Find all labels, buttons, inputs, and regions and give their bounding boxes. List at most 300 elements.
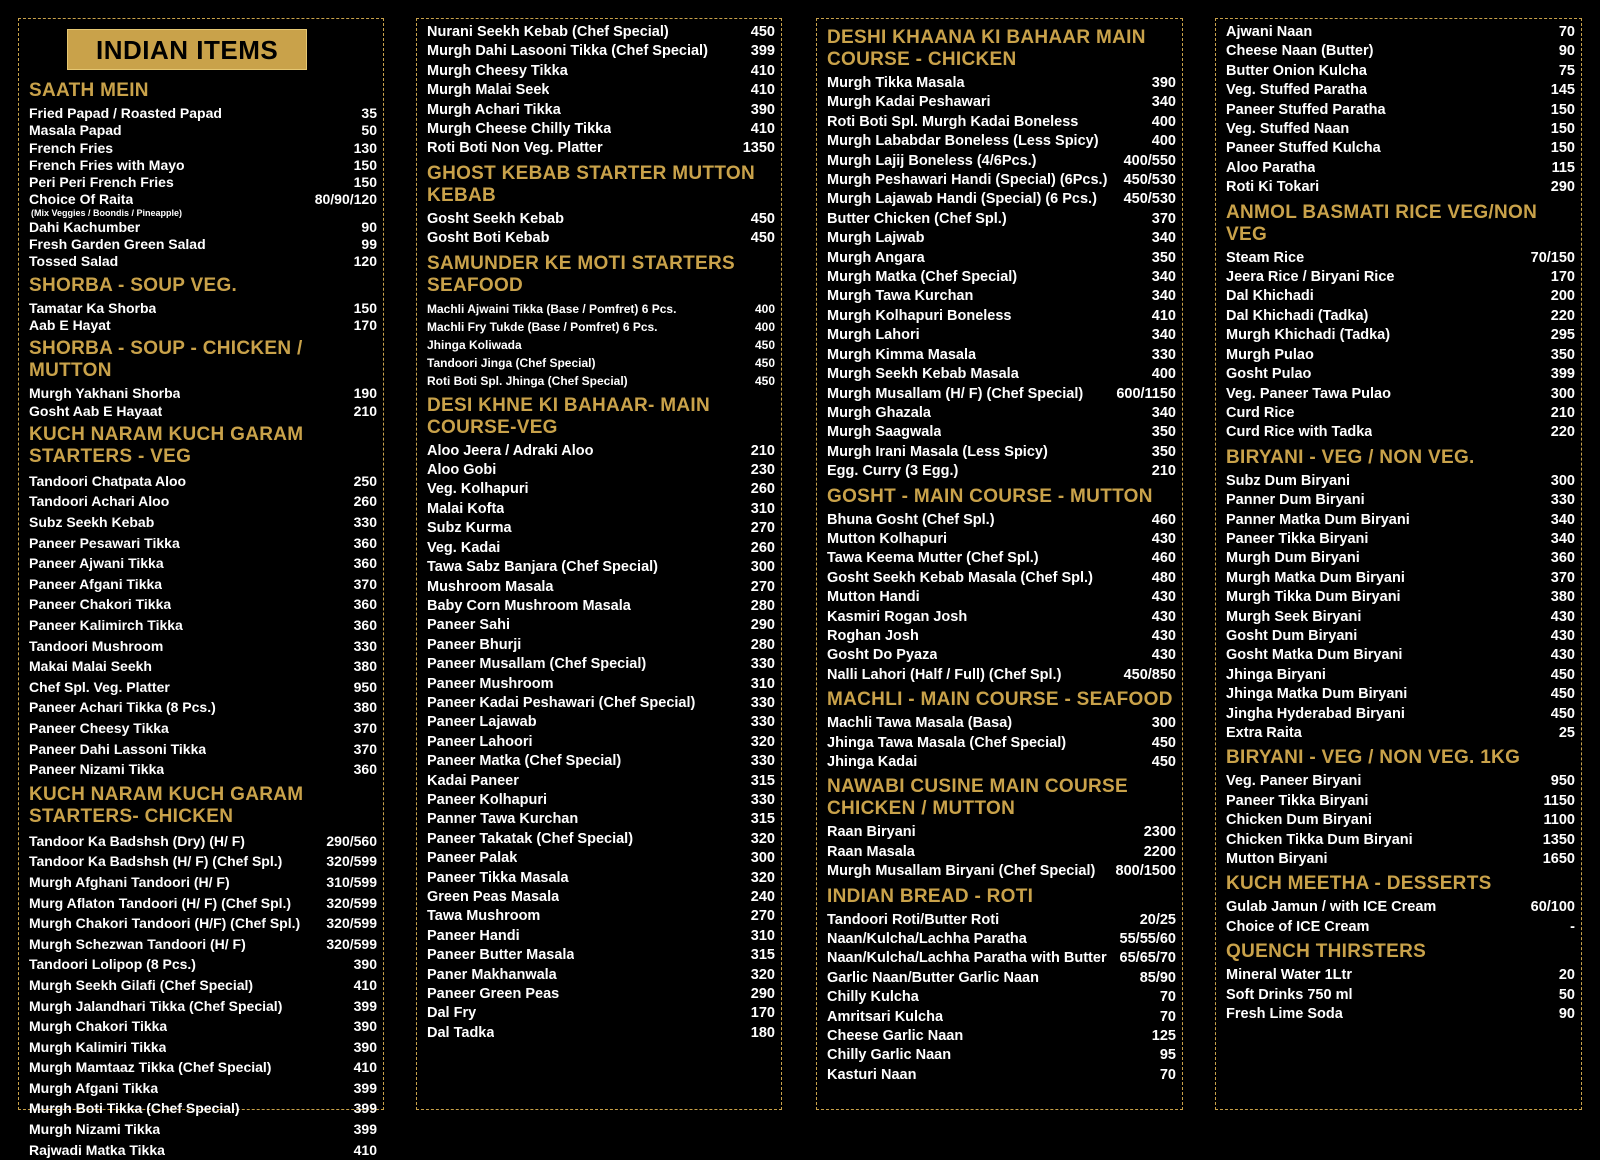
item-price: 300 (1550, 385, 1575, 402)
section-heading: QUENCH THIRSTERS (1226, 941, 1427, 963)
item-name: Gosht Dum Biryani (1226, 627, 1358, 644)
item-name: Gosht Aab E Hayaat (29, 402, 163, 419)
item-name: Murgh Chakori Tikka (29, 1018, 168, 1035)
item-name: Murgh Lajwab (827, 230, 925, 247)
menu-item (29, 1016, 377, 1037)
item-name: Tamatar Ka Shorba (29, 299, 157, 316)
menu-item (1226, 792, 1575, 811)
item-name: Subz Seekh Kebab (29, 514, 155, 531)
menu-item (1226, 608, 1575, 627)
item-name: Paneer Matka (Chef Special) (427, 753, 622, 770)
item-price: 370 (353, 740, 377, 757)
item-price: 399 (353, 1079, 377, 1096)
item-price: 460 (1151, 511, 1176, 528)
item-price: 380 (353, 658, 377, 675)
item-name: Mutton Handi (827, 589, 920, 606)
item-price: 1100 (1543, 812, 1575, 829)
menu-item (827, 911, 1176, 930)
item-name: Gosht Seekh Kebab (427, 210, 564, 227)
item-price: 2200 (1143, 843, 1176, 860)
item-price: 430 (1151, 647, 1176, 664)
item-name: Jhinga Kadai (827, 754, 918, 770)
item-name: Paneer Handi (427, 927, 520, 944)
section-heading: GOSHT - MAIN COURSE - MUTTON (827, 485, 1153, 507)
item-name: Paneer Palak (427, 850, 518, 867)
item-price: 410 (353, 1059, 377, 1076)
menu-item (1226, 918, 1575, 937)
item-name: Masala Papad (29, 122, 122, 139)
menu-item (1226, 365, 1575, 384)
item-name: Green Peas Masala (427, 889, 560, 906)
menu-item (827, 843, 1176, 862)
item-price: 410 (750, 82, 775, 99)
menu-item (29, 512, 377, 533)
item-name: Kasturi Naan (827, 1066, 917, 1083)
menu-item (827, 588, 1176, 607)
menu-item (1226, 423, 1575, 442)
item-name: Aloo Jeera / Adraki Aloo (427, 442, 594, 459)
menu-item (1226, 23, 1575, 42)
item-price: 90 (1558, 1006, 1575, 1023)
item-price: 55/55/60 (1119, 931, 1176, 948)
section-heading: INDIAN BREAD - ROTI (827, 885, 1034, 907)
item-name: Paneer Chakori Tikka (29, 596, 172, 613)
menu-item (827, 930, 1176, 949)
item-name: Murgh Afgani Tikka (29, 1079, 159, 1096)
item-name: Fried Papad / Roasted Papad (29, 105, 222, 121)
item-price: 400 (754, 301, 775, 316)
item-price: 410 (353, 1141, 377, 1158)
item-name: Raan Masala (827, 843, 915, 860)
item-price: 260 (750, 481, 775, 498)
menu-item (427, 558, 775, 577)
item-name: Murgh Pulao (1226, 346, 1314, 363)
menu-item (1226, 404, 1575, 423)
item-price: 430 (1550, 608, 1575, 625)
menu-item (1226, 81, 1575, 100)
item-name: Paneer Butter Masala (427, 947, 575, 964)
item-name: French Fries with Mayo (29, 156, 185, 173)
item-name: Murgh Schezwan Tandoori (H/ F) (29, 935, 246, 952)
menu-item (427, 733, 775, 752)
menu-section (427, 253, 775, 391)
menu-item (1226, 811, 1575, 830)
item-name: Chicken Tikka Dum Biryani (1226, 831, 1413, 848)
item-name: Paneer Kalimirch Tikka (29, 617, 183, 634)
item-price: 450 (1550, 686, 1575, 703)
item-price: 399 (353, 997, 377, 1014)
item-name: Veg. Stuffed Paratha (1226, 82, 1368, 99)
item-price: 450/530 (1123, 191, 1176, 208)
menu-item (427, 23, 775, 42)
menu-item (1226, 724, 1575, 743)
item-price: 800/1500 (1115, 863, 1176, 880)
menu-section (827, 886, 1176, 1086)
item-price: 125 (1151, 1028, 1176, 1045)
item-name: Murgh Ghazala (827, 404, 931, 421)
menu-item (827, 385, 1176, 404)
item-name: Murgh Boti Tikka (Chef Special) (29, 1100, 240, 1117)
item-price: 340 (1151, 94, 1176, 111)
menu-item (827, 511, 1176, 530)
menu-item (1226, 346, 1575, 365)
item-name: Tawa Mushroom (427, 908, 541, 925)
item-name: Murgh Tikka Dum Biryani (1226, 589, 1401, 606)
item-name: Amritsari Kulcha (827, 1008, 944, 1025)
item-price: 450 (754, 338, 775, 353)
item-name: Kasmiri Rogan Josh (827, 608, 968, 625)
item-price: 1150 (1543, 792, 1575, 809)
item-name: Paneer Achari Tikka (8 Pcs.) (29, 699, 216, 716)
item-name: Murgh Matka (Chef Special) (827, 269, 1018, 286)
menu-item (29, 954, 377, 975)
item-price: 260 (750, 539, 775, 556)
item-price: 210 (1550, 404, 1575, 421)
menu-item (427, 372, 775, 390)
item-price: - (1570, 918, 1575, 935)
item-price: 65/65/70 (1119, 950, 1176, 967)
menu-item (427, 336, 775, 354)
item-price: 190 (353, 385, 377, 402)
menu-item (1226, 42, 1575, 61)
item-name: Fresh Lime Soda (1226, 1006, 1343, 1023)
menu-section (827, 486, 1176, 686)
item-price: 340 (1151, 327, 1176, 344)
section-heading: KUCH MEETHA - DESSERTS (1226, 873, 1492, 895)
menu-item (1226, 588, 1575, 607)
item-name: Murgh Irani Masala (Less Spicy) (827, 443, 1048, 460)
item-price: 70 (1159, 1008, 1176, 1025)
item-price: 330 (750, 694, 775, 711)
item-name: Malai Kofta (427, 500, 505, 517)
item-name: Tandoori Roti/Butter Roti (827, 911, 1000, 928)
item-price: 95 (1159, 1047, 1176, 1064)
menu-column-3 (816, 18, 1183, 1110)
item-price: 290 (750, 986, 775, 1003)
item-name: Bhuna Gosht (Chef Spl.) (827, 511, 995, 528)
section-heading: SHORBA - SOUP VEG. (29, 274, 238, 296)
menu-item (427, 772, 775, 791)
item-name: Murgh Musallam (H/ F) (Chef Special) (827, 385, 1084, 402)
menu-item (827, 93, 1176, 112)
item-name: Aloo Gobi (427, 462, 497, 479)
menu-item (427, 210, 775, 229)
menu-item (427, 318, 775, 336)
item-price: 130 (353, 139, 377, 156)
menu-column-1 (18, 18, 384, 1158)
item-price: 310 (750, 500, 775, 517)
item-name: Nalli Lahori (Half / Full) (Chef Spl.) (827, 666, 1062, 683)
item-price: 399 (750, 43, 775, 60)
item-price: 75 (1558, 62, 1575, 79)
item-price: 450 (750, 230, 775, 247)
item-name: Subz Kurma (427, 520, 512, 537)
menu-item (1226, 326, 1575, 345)
item-price: 320/599 (326, 894, 377, 911)
item-name: Murgh Kalimiri Tikka (29, 1038, 167, 1055)
item-price: 90 (1558, 43, 1575, 60)
item-price: 270 (750, 578, 775, 595)
item-price: 210 (1151, 463, 1176, 480)
item-name: Choice of ICE Cream (1226, 918, 1370, 935)
item-price: 290/560 (326, 832, 377, 849)
item-price: 400 (754, 319, 775, 334)
item-name: Panner Matka Dum Biryani (1226, 511, 1410, 528)
menu-item (827, 530, 1176, 549)
item-price: 600/1150 (1116, 385, 1176, 402)
item-name: Paneer Stuffed Kulcha (1226, 140, 1381, 157)
item-name: Extra Raita (1226, 725, 1302, 741)
menu-item (29, 317, 377, 334)
item-name: Murgh Achari Tikka (427, 101, 561, 118)
item-price: 200 (1550, 288, 1575, 305)
menu-item (427, 888, 775, 907)
item-name: Murgh Kadai Peshawari (827, 94, 991, 111)
item-name: Chef Spl. Veg. Platter (29, 678, 170, 695)
menu-item (827, 753, 1176, 772)
item-name: Paneer Mushroom (427, 675, 554, 692)
item-name: Aab E Hayat (29, 316, 111, 333)
menu-item (827, 969, 1176, 988)
item-name: Chilly Kulcha (827, 989, 919, 1006)
item-name: Jhinga Tawa Masala (Chef Special) (827, 734, 1067, 751)
menu-item (1226, 101, 1575, 120)
menu-item (29, 1057, 377, 1078)
item-name: Murgh Saagwala (827, 424, 942, 441)
item-name: Paneer Tikka Masala (427, 869, 569, 886)
menu-section (827, 689, 1176, 772)
item-name: Roti Boti Spl. Murgh Kadai Boneless (827, 113, 1079, 130)
menu-column-2 (416, 18, 782, 1110)
item-price: 430 (1151, 608, 1176, 625)
item-name: Murgh Musallam Biryani (Chef Special) (827, 863, 1096, 880)
menu-item (1226, 772, 1575, 791)
item-price: 170 (750, 1005, 775, 1022)
menu-section (29, 784, 377, 1160)
item-name: Veg. Paneer Biryani (1226, 773, 1362, 790)
section-heading: GHOST KEBAB STARTER MUTTON KEBAB (427, 162, 755, 206)
item-name: Paner Makhanwala (427, 966, 557, 983)
item-price: 340 (1550, 511, 1575, 528)
item-name: Soft Drinks 750 ml (1226, 986, 1353, 1003)
item-price: 410 (353, 976, 377, 993)
menu-item (1226, 120, 1575, 139)
item-price: 380 (353, 699, 377, 716)
item-price: 480 (1151, 569, 1176, 586)
item-price: 170 (1550, 269, 1575, 286)
item-price: 340 (1151, 230, 1176, 247)
menu-item (1226, 385, 1575, 404)
section-heading: SAMUNDER KE MOTI STARTERS SEAFOOD (427, 252, 735, 296)
item-name: Roti Boti Spl. Jhinga (Chef Special) (427, 374, 628, 389)
menu-item (427, 907, 775, 926)
menu-item (427, 985, 775, 1004)
item-price: 320 (750, 733, 775, 750)
item-price: 150 (353, 174, 377, 191)
item-price: 450 (1151, 734, 1176, 751)
item-price: 220 (1550, 307, 1575, 324)
item-price: 399 (1550, 366, 1575, 383)
item-name: Murgh Lahori (827, 327, 920, 344)
menu-item (29, 759, 377, 780)
menu-item (427, 62, 775, 81)
item-price: 150 (1550, 101, 1575, 118)
menu-item (427, 810, 775, 829)
menu-item (827, 1027, 1176, 1046)
menu-item (1226, 569, 1575, 588)
menu-section (1226, 202, 1575, 443)
item-price: 85/90 (1139, 969, 1176, 986)
item-price: 450 (1550, 705, 1575, 722)
item-price: 70/150 (1530, 249, 1575, 266)
menu-item (427, 539, 775, 558)
item-name: Paneer Musallam (Chef Special) (427, 656, 647, 673)
item-name: Murgh Lababdar Boneless (Less Spicy) (827, 133, 1099, 150)
item-name: Roti Ki Tokari (1226, 179, 1320, 196)
item-name: Murgh Malai Seek (427, 82, 550, 99)
item-name: Tandoori Chatpata Aloo (29, 472, 187, 489)
menu-item (427, 81, 775, 100)
item-name: Tawa Sabz Banjara (Chef Special) (427, 559, 658, 576)
item-name: Tandoor Ka Badshsh (H/ F) (Chef Spl.) (29, 853, 283, 870)
menu-item (427, 830, 775, 849)
menu-item (29, 533, 377, 554)
item-price: 370 (353, 575, 377, 592)
menu-item (827, 326, 1176, 345)
menu-item (827, 1008, 1176, 1027)
item-name: Dahi Kachumber (29, 218, 141, 235)
item-price: 320/599 (326, 853, 377, 870)
menu-item (427, 694, 775, 713)
item-price: 20/25 (1139, 911, 1176, 928)
item-name: Paneer Takatak (Chef Special) (427, 830, 634, 847)
item-price: 310/599 (326, 873, 377, 890)
menu-item (1226, 178, 1575, 197)
item-name: Panner Dum Biryani (1226, 492, 1365, 509)
item-name: Murgh Jalandhari Tikka (Chef Special) (29, 997, 283, 1014)
item-name: Curd Rice (1226, 404, 1295, 421)
item-name: Rajwadi Matka Tikka (29, 1141, 165, 1158)
item-name: Jhinga Matka Dum Biryani (1226, 686, 1408, 703)
item-name: Paneer Stuffed Paratha (1226, 101, 1386, 118)
item-name: Jhinga Biryani (1226, 666, 1326, 683)
item-price: 350 (1151, 249, 1176, 266)
item-price: 210 (750, 442, 775, 459)
item-price: 390 (750, 101, 775, 118)
menu-item (29, 831, 377, 852)
item-name: Murgh Tikka Masala (827, 75, 965, 91)
menu-item (827, 249, 1176, 268)
item-price: 70 (1159, 1066, 1176, 1083)
menu-section (1226, 747, 1575, 869)
menu-item (1226, 986, 1575, 1005)
menu-item (29, 157, 377, 174)
menu-section (1226, 941, 1575, 1024)
item-price: 399 (353, 1121, 377, 1138)
item-name: Paneer Green Peas (427, 986, 560, 1003)
menu-item (827, 268, 1176, 287)
item-name: Nurani Seekh Kebab (Chef Special) (427, 24, 669, 40)
item-price: 315 (750, 811, 775, 828)
item-name: Mineral Water 1Ltr (1226, 967, 1352, 984)
item-price: 310 (750, 675, 775, 692)
menu-item (827, 307, 1176, 326)
item-price: 430 (1550, 627, 1575, 644)
item-price: 350 (1550, 346, 1575, 363)
item-name: Jhinga Koliwada (427, 338, 522, 353)
item-price: 340 (1550, 530, 1575, 547)
menu-item (427, 869, 775, 888)
section-heading: DESHI KHAANA KI BAHAAR MAIN COURSE - CHICKEN (827, 27, 1146, 70)
menu-column-4 (1215, 18, 1582, 1110)
item-name: Gosht Seekh Kebab Masala (Chef Spl.) (827, 569, 1093, 586)
item-price: 270 (750, 520, 775, 537)
menu-item (827, 949, 1176, 968)
item-name: Ajwani Naan (1226, 24, 1313, 40)
item-price: 1350 (1542, 831, 1575, 848)
menu-item (29, 893, 377, 914)
menu-item (427, 849, 775, 868)
item-name: Gosht Do Pyaza (827, 647, 938, 664)
item-name: Gulab Jamun / with ICE Cream (1226, 899, 1437, 916)
menu-item (827, 608, 1176, 627)
item-price: 400/550 (1123, 152, 1176, 169)
menu-item (1226, 249, 1575, 268)
menu-item (29, 253, 377, 270)
item-name: Choice Of Raita (29, 191, 134, 208)
menu-item (29, 697, 377, 718)
menu-item (427, 578, 775, 597)
item-price: 310 (750, 927, 775, 944)
menu-item (1226, 898, 1575, 917)
menu-item (827, 346, 1176, 365)
item-name: Garlic Naan/Butter Garlic Naan (827, 969, 1039, 986)
item-price: 210 (353, 402, 377, 419)
section-heading: MACHLI - MAIN COURSE - SEAFOOD (827, 689, 1173, 711)
item-name: Egg. Curry (3 Egg.) (827, 463, 959, 480)
menu-item (29, 1140, 377, 1160)
menu-item (29, 174, 377, 191)
item-price: 60/100 (1530, 899, 1575, 916)
item-price: 290 (1550, 179, 1575, 196)
item-name: Murgh Nizami Tikka (29, 1121, 161, 1138)
item-price: 70 (1159, 989, 1176, 1006)
item-price: 300 (750, 850, 775, 867)
menu-item (1226, 530, 1575, 549)
menu-item (29, 219, 377, 236)
menu-item (427, 636, 775, 655)
item-price: 400 (1151, 366, 1176, 383)
item-price: 450 (750, 24, 775, 40)
menu-item (427, 300, 775, 318)
item-name: Murgh Dum Biryani (1226, 550, 1360, 567)
menu-item (1226, 831, 1575, 850)
menu-item (29, 236, 377, 253)
menu-item (29, 403, 377, 420)
item-price: 320/599 (326, 915, 377, 932)
item-price: 450/850 (1123, 666, 1176, 683)
item-name: Dal Khichadi (1226, 288, 1314, 305)
item-price: 320 (750, 830, 775, 847)
item-name: Paneer Dahi Lassoni Tikka (29, 740, 207, 757)
menu-item (427, 616, 775, 635)
menu-item (427, 946, 775, 965)
menu-item (1226, 307, 1575, 326)
item-name: Murgh Seek Biryani (1226, 608, 1362, 625)
item-price: 360 (353, 617, 377, 634)
item-price: 90 (361, 218, 377, 235)
menu-section (29, 275, 377, 335)
